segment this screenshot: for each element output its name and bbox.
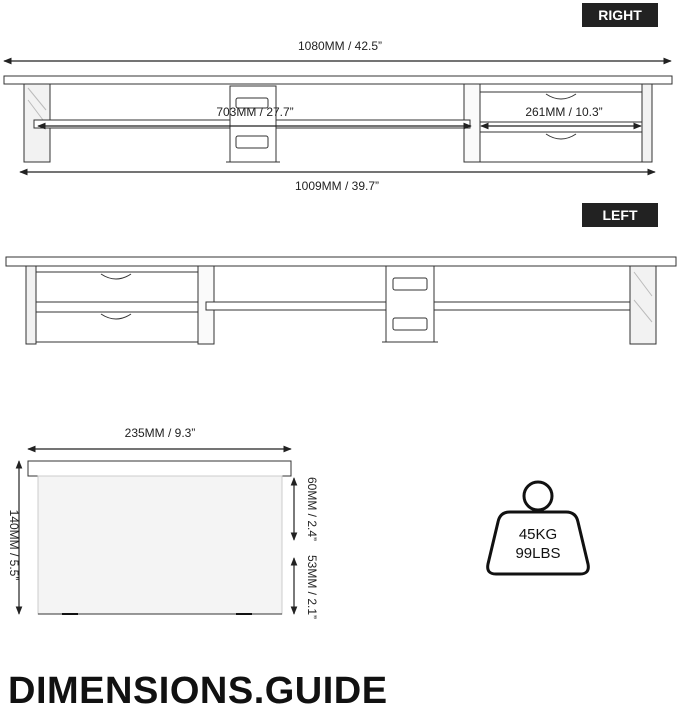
- upper-clearance-dimension: [294, 477, 319, 541]
- base-length-label: 1009MM / 39.7”: [294, 179, 380, 193]
- right-view-badge: [582, 3, 658, 27]
- depth-label: 235MM / 9.3”: [124, 426, 196, 440]
- inner-shelf-label: 703MM / 27.7”: [216, 105, 294, 119]
- lower-clearance-dimension: [294, 555, 319, 619]
- base-length-dimension: [20, 172, 655, 193]
- depth-dimension: [28, 426, 291, 449]
- right-badge-label: RIGHT: [598, 7, 642, 23]
- lower-clearance-label: 53MM / 2.1”: [305, 554, 319, 620]
- dimensions-guide-title: DIMENSIONS.GUIDE: [8, 670, 388, 712]
- upper-clearance-label: 60MM / 2.4”: [305, 476, 319, 542]
- monitor-stand-right-view: [4, 76, 672, 162]
- load-capacity-lbs: 99LBS: [515, 545, 561, 562]
- drawer-section-label: 261MM / 10.3”: [525, 105, 603, 119]
- left-view-badge: [582, 203, 658, 227]
- monitor-stand-side-view: [28, 461, 291, 614]
- total-length-label: 1080MM / 42.5”: [297, 39, 383, 53]
- monitor-stand-left-view: [6, 257, 676, 344]
- load-capacity-kg: 45KG: [518, 526, 558, 543]
- total-length-dimension: [4, 39, 671, 61]
- height-label: 140MM / 5.5”: [7, 509, 21, 581]
- left-badge-label: LEFT: [602, 207, 638, 223]
- height-dimension: [7, 461, 21, 614]
